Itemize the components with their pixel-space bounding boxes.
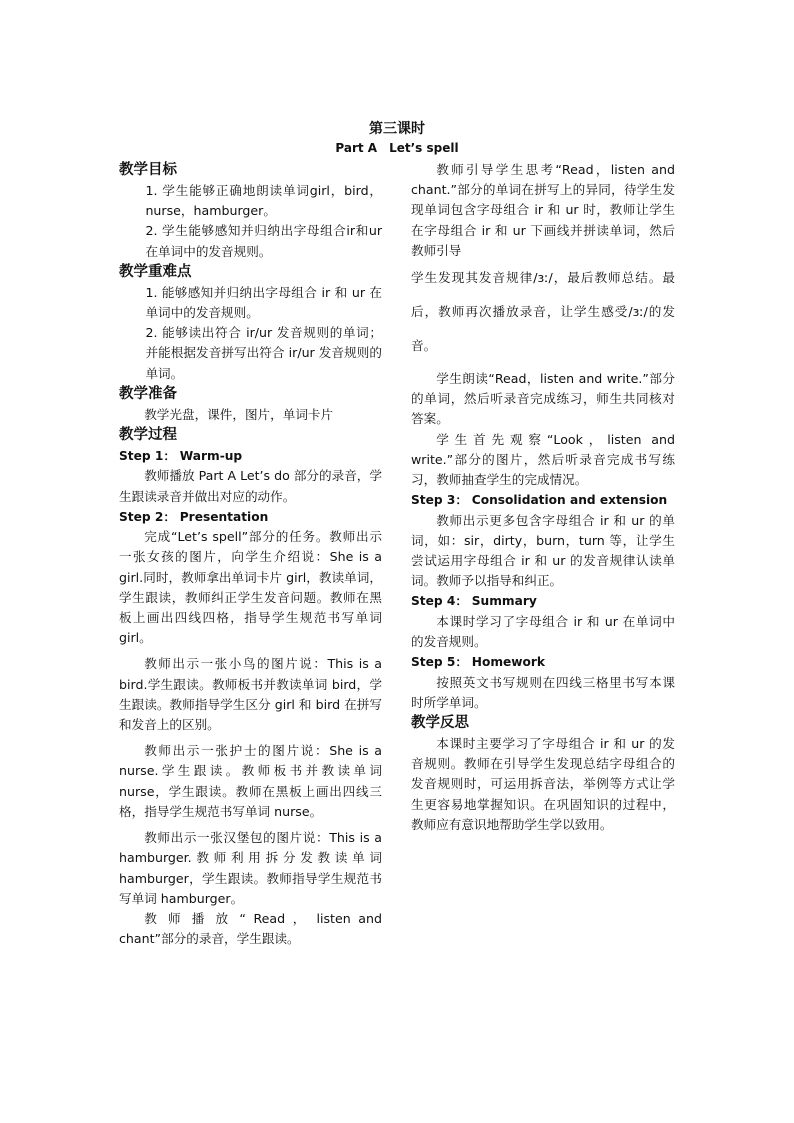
step2-paragraph: 教 师 播 放 “ Read ， listen and chant”部分的录音，学生跟读。 bbox=[119, 910, 382, 947]
key-point-item: 2. 能够读出符合 ir/ur 发音规则的单词；并能根据发音拼写出符合 ir/ur 发音规则的单词。 bbox=[145, 325, 382, 381]
step3-label: Step 3： Consolidation and extension bbox=[411, 493, 668, 508]
reflection-heading: 教学反思 bbox=[411, 715, 469, 732]
objectives-heading: 教学目标 bbox=[119, 162, 177, 178]
write-paragraph: 学生朗读“Read，listen and write.”部分的单词，然后听录音完成练习，师生共同核对答案。 bbox=[411, 371, 675, 427]
think-paragraph: 教师引导学生思考“Read，listen and chant.”部分的单词在拼写上的异同，待学生发现单词包含字母组合 ir 和 ur 时，教师让学生在字母组合 ir 和 ur 下画线并拼读单词，然后教师引导 bbox=[411, 162, 675, 258]
lesson-title: 第三课时 bbox=[369, 121, 425, 137]
step2-paragraph: 教师出示一张小鸟的图片说：This is a bird.学生跟读。教师板书并教读单词 bird，学生跟读。教师指导学生区分 girl 和 bird 在拼写和发音上的区别。 bbox=[119, 656, 382, 733]
step2-paragraph: 教师出示一张汉堡包的图片说：This is a hamburger.教师利用拆分发教读单词 hamburger，学生跟读。教师指导学生规范书写单词 hamburger。 bbox=[119, 830, 382, 906]
lesson-subtitle: Part A Let’s spell bbox=[335, 141, 459, 155]
rule-paragraph: 学生发现其发音规律/ɜː/，最后教师总结。最后，教师再次播放录音，让学生感受/ɜː/的发音。 bbox=[411, 270, 675, 354]
step3-text: 教师出示更多包含字母组合 ir 和 ur 的单词，如：sir，dirty，burn，turn 等，让学生尝试运用字母组合 ir 和 ur 的发音规律认读单词。教师予以指导和纠正。 bbox=[411, 512, 675, 589]
step2-label: Step 2： Presentation bbox=[119, 509, 269, 524]
preparation-text: 教学光盘，课件，图片，单词卡片 bbox=[144, 406, 334, 422]
objective-item: 1. 学生能够正确地朗读单词girl，bird，nurse，hamburger。 bbox=[145, 183, 382, 219]
step5-label: Step 5： Homework bbox=[411, 655, 546, 670]
step1-text: 教师播放 Part A Let’s do 部分的录音，学生跟读录音并做出对应的动作。 bbox=[119, 468, 382, 504]
reflection-text: 本课时主要学习了字母组合 ir 和 ur 的发音规则。教师在引导学生发现总结字母组合的发音规则时，可运用拆音法，举例等方式让学生更容易地掌握知识。在巩固知识的过程中，教师应有意识地帮助学生学以致用。 bbox=[411, 736, 675, 832]
left-column bbox=[119, 160, 382, 949]
step5-text: 按照英文书写规则在四线三格里书写本课时所学单词。 bbox=[411, 674, 675, 710]
process-heading: 教学过程 bbox=[119, 427, 177, 444]
objective-item: 2. 学生能够感知并归纳出字母组合ir和ur在单词中的发音规则。 bbox=[145, 223, 382, 259]
step2-paragraph: 教师出示一张护士的图片说：She is a nurse.学生跟读。教师板书并教读单词 nurse，学生跟读。教师在黑板上画出四线三格，指导学生规范书写单词 nurse。 bbox=[119, 743, 382, 819]
step4-text: 本课时学习了字母组合 ir 和 ur 在单词中的发音规则。 bbox=[411, 613, 675, 650]
preparation-heading: 教学准备 bbox=[119, 385, 177, 402]
step4-label: Step 4： Summary bbox=[411, 594, 537, 609]
step1-label: Step 1： Warm-up bbox=[119, 449, 243, 464]
key-points-heading: 教学重难点 bbox=[119, 263, 192, 280]
right-column bbox=[411, 160, 675, 835]
step2-paragraph: 完成“Let’s spell”部分的任务。教师出示一张女孩的图片，向学生介绍说：She is a girl.同时，教师拿出单词卡片 girl，教读单词，学生跟读，教师纠正学生发音问题。教师在黑板上画出四线四格，指导学生规范书写单词 girl。 bbox=[119, 529, 382, 646]
look-paragraph: 学生首先观察“Look，listen and write.”部分的图片，然后听录音完成书写练习，教师抽查学生的完成情况。 bbox=[411, 431, 675, 488]
key-point-item: 1. 能够感知并归纳出字母组合 ir 和 ur 在单词中的发音规则。 bbox=[145, 284, 382, 321]
